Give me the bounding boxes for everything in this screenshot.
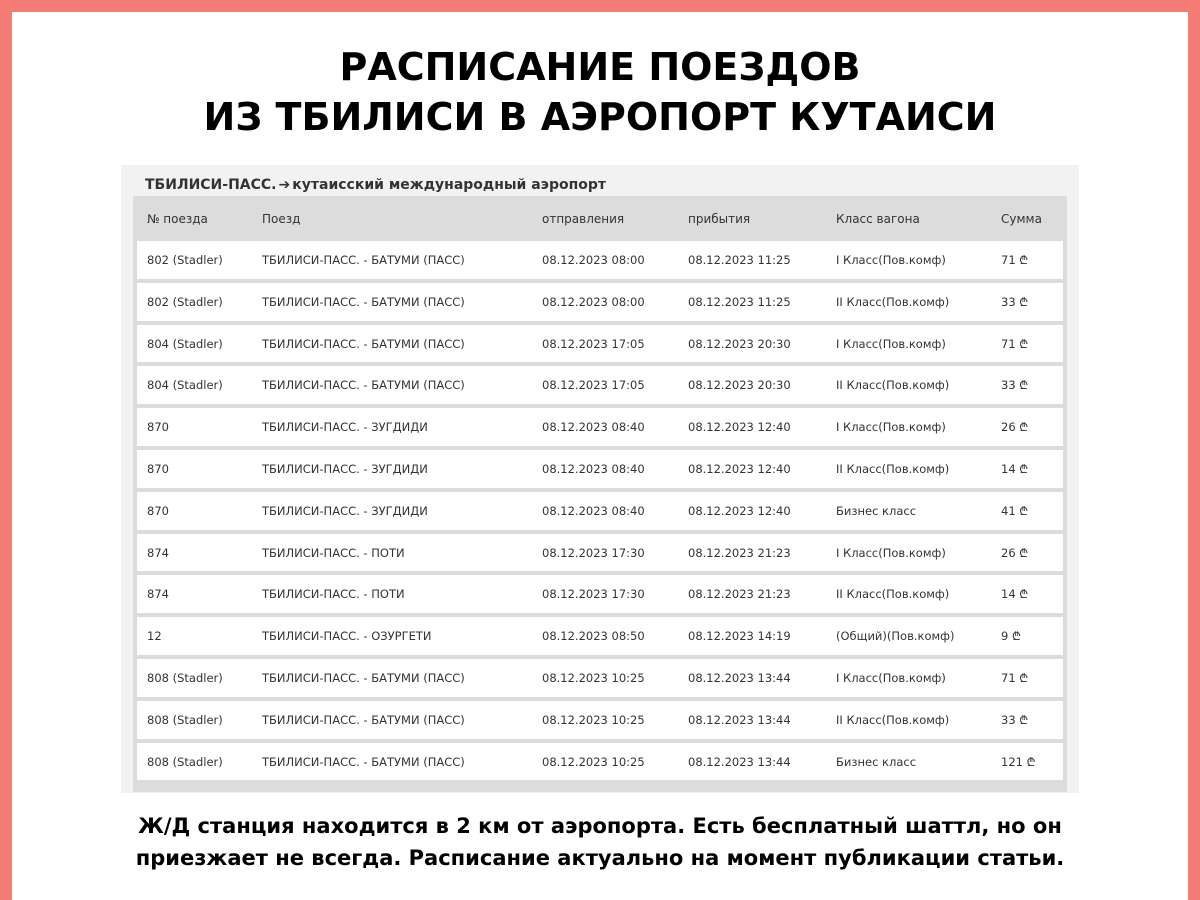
footnote-line-2: приезжает не всегда. Расписание актуально на момент публикации статьи. bbox=[135, 846, 1065, 870]
cell-departure: 08.12.2023 17:30 bbox=[542, 545, 645, 560]
cell-arrival: 08.12.2023 12:40 bbox=[688, 420, 791, 435]
cell-price: 41 ₾ bbox=[1001, 503, 1029, 518]
cell-train: ТБИЛИСИ-ПАСС. - ЗУГДИДИ bbox=[262, 420, 428, 435]
route-origin: ТБИЛИСИ-ПАСС. bbox=[145, 177, 277, 193]
cell-price: 26 ₾ bbox=[1001, 420, 1029, 435]
cell-train: ТБИЛИСИ-ПАСС. - БАТУМИ (ПАСС) bbox=[262, 336, 465, 351]
cell-price: 121 ₾ bbox=[1001, 754, 1036, 769]
title-line-1: РАСПИСАНИЕ ПОЕЗДОВ bbox=[339, 45, 861, 89]
cell-arrival: 08.12.2023 12:40 bbox=[688, 461, 791, 476]
cell-train: ТБИЛИСИ-ПАСС. - ПОТИ bbox=[262, 587, 405, 602]
cell-departure: 08.12.2023 10:25 bbox=[542, 712, 645, 727]
cell-train: ТБИЛИСИ-ПАСС. - ОЗУРГЕТИ bbox=[262, 629, 432, 644]
cell-car-class: II Класс(Пов.комф) bbox=[836, 712, 950, 727]
cell-price: 33 ₾ bbox=[1001, 294, 1029, 309]
cell-train: ТБИЛИСИ-ПАСС. - БАТУМИ (ПАСС) bbox=[262, 670, 465, 685]
cell-car-class: I Класс(Пов.комф) bbox=[836, 545, 946, 560]
header-car-class: Класс вагона bbox=[836, 212, 920, 226]
cell-price: 71 ₾ bbox=[1001, 253, 1029, 267]
cell-price: 9 ₾ bbox=[1001, 629, 1021, 644]
cell-departure: 08.12.2023 08:50 bbox=[542, 629, 645, 644]
cell-train: ТБИЛИСИ-ПАСС. - ПОТИ bbox=[262, 545, 405, 560]
cell-departure: 08.12.2023 08:40 bbox=[542, 420, 645, 435]
table-row bbox=[137, 325, 1063, 363]
header-departure: отправления bbox=[542, 212, 625, 226]
cell-price: 26 ₾ bbox=[1001, 545, 1029, 560]
cell-arrival: 08.12.2023 20:30 bbox=[688, 378, 791, 393]
cell-train-number: 870 bbox=[147, 420, 169, 435]
cell-train: ТБИЛИСИ-ПАСС. - БАТУМИ (ПАСС) bbox=[262, 294, 465, 309]
table-row bbox=[137, 450, 1063, 488]
table-body bbox=[137, 241, 1063, 784]
cell-arrival: 08.12.2023 21:23 bbox=[688, 545, 791, 560]
cell-train-number: 808 (Stadler) bbox=[147, 712, 223, 727]
cell-price: 14 ₾ bbox=[1001, 461, 1029, 476]
table-row bbox=[137, 701, 1063, 739]
cell-departure: 08.12.2023 10:25 bbox=[542, 670, 645, 685]
cell-car-class: Бизнес класс bbox=[836, 754, 917, 769]
cell-train-number: 870 bbox=[147, 503, 169, 518]
table-row bbox=[137, 617, 1063, 655]
table-header bbox=[133, 196, 1067, 240]
cell-car-class: II Класс(Пов.комф) bbox=[836, 461, 950, 476]
cell-arrival: 08.12.2023 13:44 bbox=[688, 712, 791, 727]
header-train-number: № поезда bbox=[147, 212, 208, 226]
cell-arrival: 08.12.2023 21:23 bbox=[688, 587, 791, 602]
cell-departure: 08.12.2023 17:05 bbox=[542, 378, 645, 393]
cell-arrival: 08.12.2023 11:25 bbox=[688, 253, 791, 267]
cell-train-number: 802 (Stadler) bbox=[147, 253, 223, 267]
page-sheet bbox=[12, 12, 1188, 900]
cell-departure: 08.12.2023 08:40 bbox=[542, 461, 645, 476]
cell-train-number: 802 (Stadler) bbox=[147, 294, 223, 309]
table-row bbox=[137, 575, 1063, 613]
cell-arrival: 08.12.2023 13:44 bbox=[688, 670, 791, 685]
cell-car-class: I Класс(Пов.комф) bbox=[836, 420, 946, 435]
cell-train: ТБИЛИСИ-ПАСС. - БАТУМИ (ПАСС) bbox=[262, 378, 465, 393]
table-row bbox=[137, 534, 1063, 572]
cell-train-number: 808 (Stadler) bbox=[147, 670, 223, 685]
header-train: Поезд bbox=[262, 212, 301, 226]
cell-train-number: 874 bbox=[147, 587, 169, 602]
cell-car-class: I Класс(Пов.комф) bbox=[836, 253, 946, 267]
cell-arrival: 08.12.2023 12:40 bbox=[688, 503, 791, 518]
cell-train-number: 804 (Stadler) bbox=[147, 378, 223, 393]
cell-price: 33 ₾ bbox=[1001, 378, 1029, 393]
cell-departure: 08.12.2023 08:40 bbox=[542, 503, 645, 518]
cell-departure: 08.12.2023 10:25 bbox=[542, 754, 645, 769]
cell-train: ТБИЛИСИ-ПАСС. - ЗУГДИДИ bbox=[262, 461, 428, 476]
arrow-right-icon: ➔ bbox=[278, 177, 291, 193]
cell-train-number: 870 bbox=[147, 461, 169, 476]
table-row bbox=[137, 492, 1063, 530]
cell-car-class: I Класс(Пов.комф) bbox=[836, 336, 946, 351]
cell-arrival: 08.12.2023 14:19 bbox=[688, 629, 791, 644]
page-title bbox=[12, 42, 1188, 142]
cell-arrival: 08.12.2023 13:44 bbox=[688, 754, 791, 769]
footnote-line-1: Ж/Д станция находится в 2 км от аэропорта. Есть бесплатный шаттл, но он bbox=[138, 814, 1062, 838]
table-row bbox=[137, 408, 1063, 446]
route-destination: кутаисский международный аэропорт bbox=[292, 177, 607, 193]
cell-train-number: 804 (Stadler) bbox=[147, 336, 223, 351]
cell-departure: 08.12.2023 08:00 bbox=[542, 294, 645, 309]
cell-train-number: 874 bbox=[147, 545, 169, 560]
footnote bbox=[12, 810, 1188, 874]
cell-price: 33 ₾ bbox=[1001, 712, 1029, 727]
header-arrival: прибытия bbox=[688, 212, 751, 226]
cell-car-class: I Класс(Пов.комф) bbox=[836, 670, 946, 685]
cell-car-class: II Класс(Пов.комф) bbox=[836, 378, 950, 393]
route-header bbox=[145, 177, 606, 193]
cell-train: ТБИЛИСИ-ПАСС. - БАТУМИ (ПАСС) bbox=[262, 712, 465, 727]
cell-price: 71 ₾ bbox=[1001, 670, 1029, 685]
cell-departure: 08.12.2023 08:00 bbox=[542, 253, 645, 267]
cell-train-number: 808 (Stadler) bbox=[147, 754, 223, 769]
title-line-2: ИЗ ТБИЛИСИ В АЭРОПОРТ КУТАИСИ bbox=[203, 95, 997, 139]
cell-price: 71 ₾ bbox=[1001, 336, 1029, 351]
cell-car-class: II Класс(Пов.комф) bbox=[836, 587, 950, 602]
schedule-screenshot bbox=[121, 165, 1079, 793]
cell-price: 14 ₾ bbox=[1001, 587, 1029, 602]
table-row bbox=[137, 366, 1063, 404]
table-row bbox=[137, 659, 1063, 697]
cell-car-class: (Общий)(Пов.комф) bbox=[836, 629, 955, 644]
cell-departure: 08.12.2023 17:30 bbox=[542, 587, 645, 602]
header-price: Сумма bbox=[1001, 212, 1042, 226]
schedule-table bbox=[133, 196, 1067, 792]
cell-train: ТБИЛИСИ-ПАСС. - БАТУМИ (ПАСС) bbox=[262, 253, 465, 267]
table-row bbox=[137, 743, 1063, 781]
cell-arrival: 08.12.2023 20:30 bbox=[688, 336, 791, 351]
cell-train-number: 12 bbox=[147, 629, 162, 644]
cell-arrival: 08.12.2023 11:25 bbox=[688, 294, 791, 309]
cell-train: ТБИЛИСИ-ПАСС. - БАТУМИ (ПАСС) bbox=[262, 754, 465, 769]
cell-car-class: Бизнес класс bbox=[836, 503, 917, 518]
cell-car-class: II Класс(Пов.комф) bbox=[836, 294, 950, 309]
cell-train: ТБИЛИСИ-ПАСС. - ЗУГДИДИ bbox=[262, 503, 428, 518]
table-row bbox=[137, 241, 1063, 279]
table-row bbox=[137, 283, 1063, 321]
cell-departure: 08.12.2023 17:05 bbox=[542, 336, 645, 351]
